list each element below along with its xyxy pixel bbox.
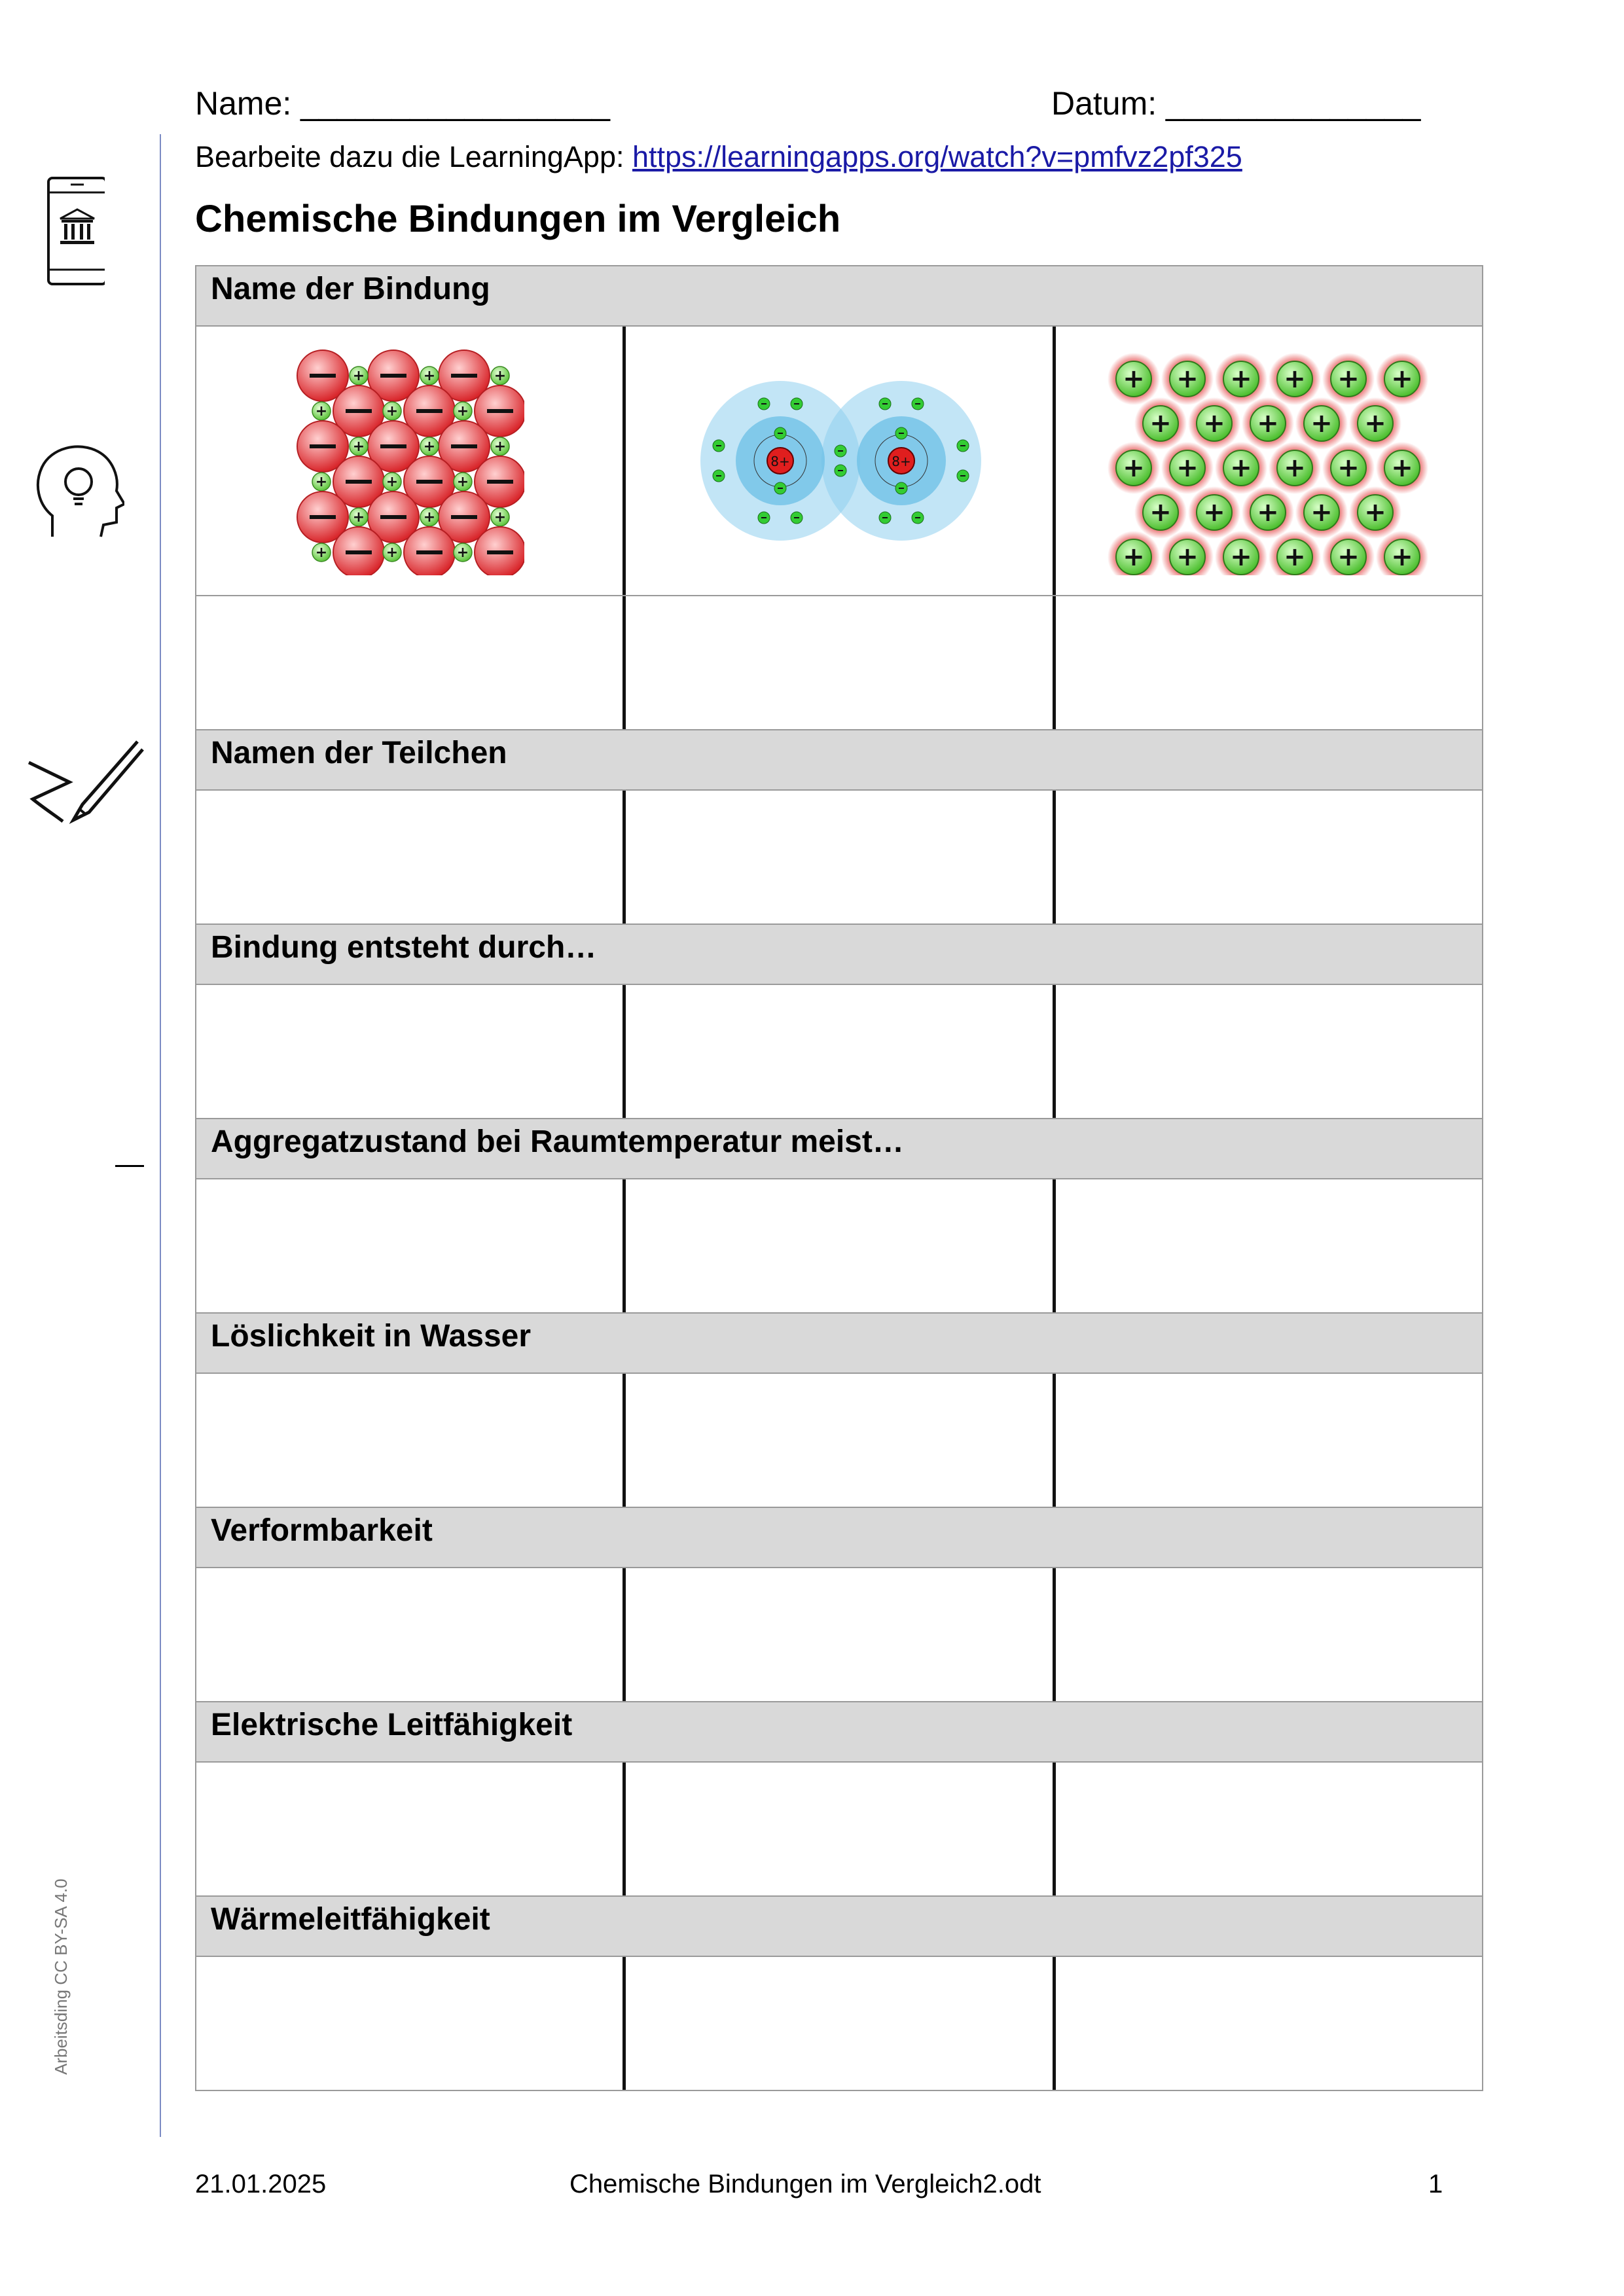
date-field-label: Datum: ______________ <box>1051 85 1421 122</box>
minus-sign <box>310 515 336 519</box>
covalent-molecule-image <box>689 372 990 549</box>
minus-sign <box>310 374 336 378</box>
answer-cell[interactable] <box>1053 1568 1482 1701</box>
minus-sign <box>310 444 336 448</box>
answer-row <box>196 1568 1482 1702</box>
electron-sign <box>761 517 767 518</box>
learningapp-link[interactable]: https://learningapps.org/watch?v=pmfvz2pf325 <box>632 140 1242 173</box>
plus-sign: + <box>456 474 469 490</box>
nucleus-charge: 8+ <box>770 454 790 469</box>
plus-sign: + <box>315 403 327 420</box>
plus-sign: + <box>1364 408 1387 439</box>
plus-sign: + <box>1337 542 1360 572</box>
answer-row <box>196 1957 1482 2090</box>
smartphone-museum-icon <box>26 177 105 288</box>
answer-cell[interactable] <box>623 1568 1052 1701</box>
minus-sign <box>346 409 372 413</box>
plus-sign: + <box>423 509 435 526</box>
answer-cell[interactable] <box>623 985 1052 1118</box>
row-header: Bindung entsteht durch… <box>196 925 1482 985</box>
plus-sign: + <box>1391 364 1414 394</box>
answer-cell[interactable] <box>1053 1179 1482 1312</box>
electron-sign <box>778 488 783 489</box>
plus-sign: + <box>494 439 506 455</box>
answer-row <box>196 1374 1482 1508</box>
answer-cell[interactable] <box>1053 1957 1482 2090</box>
footer-filename: Chemische Bindungen im Vergleich2.odt <box>569 2170 1041 2198</box>
answer-cell[interactable] <box>1053 985 1482 1118</box>
footer-date: 21.01.2025 <box>195 2170 327 2198</box>
plus-sign: + <box>1284 453 1307 483</box>
metallic-bond-cell <box>1053 327 1482 595</box>
ionic-lattice-image <box>295 346 524 575</box>
minus-sign <box>416 409 442 413</box>
covalent-bond-cell <box>623 327 1052 595</box>
plus-sign: + <box>1203 408 1226 439</box>
electron-sign <box>778 433 783 434</box>
minus-sign <box>451 374 477 378</box>
plus-sign: + <box>1310 497 1333 528</box>
minus-sign <box>451 444 477 448</box>
plus-sign: + <box>386 403 398 420</box>
row-header-bond-name: Name der Bindung <box>196 266 1482 327</box>
plus-sign: + <box>456 403 469 420</box>
plus-sign: + <box>315 474 327 490</box>
row-header: Namen der Teilchen <box>196 730 1482 791</box>
minus-sign <box>487 550 513 554</box>
plus-sign: + <box>1337 453 1360 483</box>
plus-sign: + <box>1230 542 1253 572</box>
electron-sign <box>960 475 965 476</box>
answer-cell[interactable] <box>196 791 623 924</box>
answer-cell[interactable] <box>196 1568 623 1701</box>
row-header: Löslichkeit in Wasser <box>196 1314 1482 1374</box>
plus-sign: + <box>386 545 398 561</box>
electron-sign <box>761 403 767 404</box>
answer-cell[interactable] <box>623 1957 1052 2090</box>
pen-writing-icon <box>26 736 144 828</box>
plus-sign: + <box>1257 408 1280 439</box>
answer-cell[interactable] <box>196 596 623 729</box>
answer-cell[interactable] <box>1053 1374 1482 1507</box>
electron-sign <box>838 470 843 471</box>
plus-sign: + <box>1257 497 1280 528</box>
minus-sign <box>380 374 406 378</box>
plus-sign: + <box>423 368 435 384</box>
minus-sign <box>380 515 406 519</box>
answer-row <box>196 1179 1482 1314</box>
plus-sign: + <box>1230 453 1253 483</box>
plus-sign: + <box>494 509 506 526</box>
answer-row <box>196 791 1482 925</box>
plus-sign: + <box>315 545 327 561</box>
answer-cell[interactable] <box>196 1763 623 1895</box>
plus-sign: + <box>1310 408 1333 439</box>
plus-sign: + <box>1123 542 1146 572</box>
electron-sign <box>716 445 721 446</box>
image-row <box>196 327 1482 596</box>
electron-sign <box>899 433 904 434</box>
row-header: Verformbarkeit <box>196 1508 1482 1568</box>
plus-sign: + <box>1176 364 1199 394</box>
electron-sign <box>716 475 721 476</box>
plus-sign: + <box>352 439 365 455</box>
electron-sign <box>960 445 965 446</box>
plus-sign: + <box>352 509 365 526</box>
minus-sign <box>416 480 442 484</box>
electron-sign <box>915 403 920 404</box>
minus-sign <box>346 550 372 554</box>
plus-sign: + <box>1364 497 1387 528</box>
minus-sign <box>451 515 477 519</box>
electron-sign <box>794 403 799 404</box>
plus-sign: + <box>386 474 398 490</box>
minus-sign <box>416 550 442 554</box>
plus-sign: + <box>1123 453 1146 483</box>
page-title: Chemische Bindungen im Vergleich <box>195 198 841 240</box>
minus-sign <box>487 409 513 413</box>
minus-sign <box>380 444 406 448</box>
plus-sign: + <box>1391 542 1414 572</box>
row-header: Wärmeleitfähigkeit <box>196 1897 1482 1957</box>
electron-sign <box>882 403 888 404</box>
minus-sign <box>487 480 513 484</box>
margin-rule <box>160 134 161 2137</box>
answer-cell[interactable] <box>196 1374 623 1507</box>
plus-sign: + <box>1230 364 1253 394</box>
answer-cell[interactable] <box>196 1179 623 1312</box>
answer-cell[interactable] <box>1053 596 1482 729</box>
plus-sign: + <box>1123 364 1146 394</box>
plus-sign: + <box>1284 542 1307 572</box>
plus-sign: + <box>1149 408 1172 439</box>
plus-sign: + <box>1337 364 1360 394</box>
comparison-table <box>195 265 1483 2091</box>
license-note: Arbeitsding CC BY-SA 4.0 <box>51 1878 71 2075</box>
answer-cell[interactable] <box>1053 1763 1482 1895</box>
plus-sign: + <box>352 368 365 384</box>
answer-cell[interactable] <box>623 791 1052 924</box>
nucleus-charge: 8+ <box>892 454 911 469</box>
answer-row <box>196 1763 1482 1897</box>
instruction-text: Bearbeite dazu die LearningApp: <box>195 140 632 173</box>
answer-row-bond-name <box>196 596 1482 730</box>
plus-sign: + <box>456 545 469 561</box>
plus-sign: + <box>494 368 506 384</box>
electron-sign <box>899 488 904 489</box>
plus-sign: + <box>1149 497 1172 528</box>
plus-sign: + <box>1176 453 1199 483</box>
plus-sign: + <box>1284 364 1307 394</box>
plus-sign: + <box>1391 453 1414 483</box>
electron-sign <box>794 517 799 518</box>
minus-sign <box>346 480 372 484</box>
electron-sign <box>838 450 843 452</box>
answer-cell[interactable] <box>1053 791 1482 924</box>
metallic-lattice-image <box>1105 346 1432 575</box>
answer-cell[interactable] <box>196 985 623 1118</box>
footer-page-number: 1 <box>1428 2170 1443 2198</box>
plus-sign: + <box>1176 542 1199 572</box>
name-field-label: Name: _________________ <box>195 85 610 122</box>
head-lightbulb-icon <box>26 439 124 550</box>
electron-sign <box>882 517 888 518</box>
electron-sign <box>915 517 920 518</box>
answer-cell[interactable] <box>623 1763 1052 1895</box>
row-header: Aggregatzustand bei Raumtemperatur meist… <box>196 1119 1482 1179</box>
answer-cell[interactable] <box>623 596 1052 729</box>
instruction-line <box>195 139 1242 175</box>
answer-row <box>196 985 1482 1119</box>
ionic-bond-cell <box>196 327 623 595</box>
row-header: Elektrische Leitfähigkeit <box>196 1702 1482 1763</box>
answer-cell[interactable] <box>623 1179 1052 1312</box>
answer-cell[interactable] <box>623 1374 1052 1507</box>
answer-cell[interactable] <box>196 1957 623 2090</box>
margin-dash <box>115 1165 144 1167</box>
plus-sign: + <box>423 439 435 455</box>
plus-sign: + <box>1203 497 1226 528</box>
